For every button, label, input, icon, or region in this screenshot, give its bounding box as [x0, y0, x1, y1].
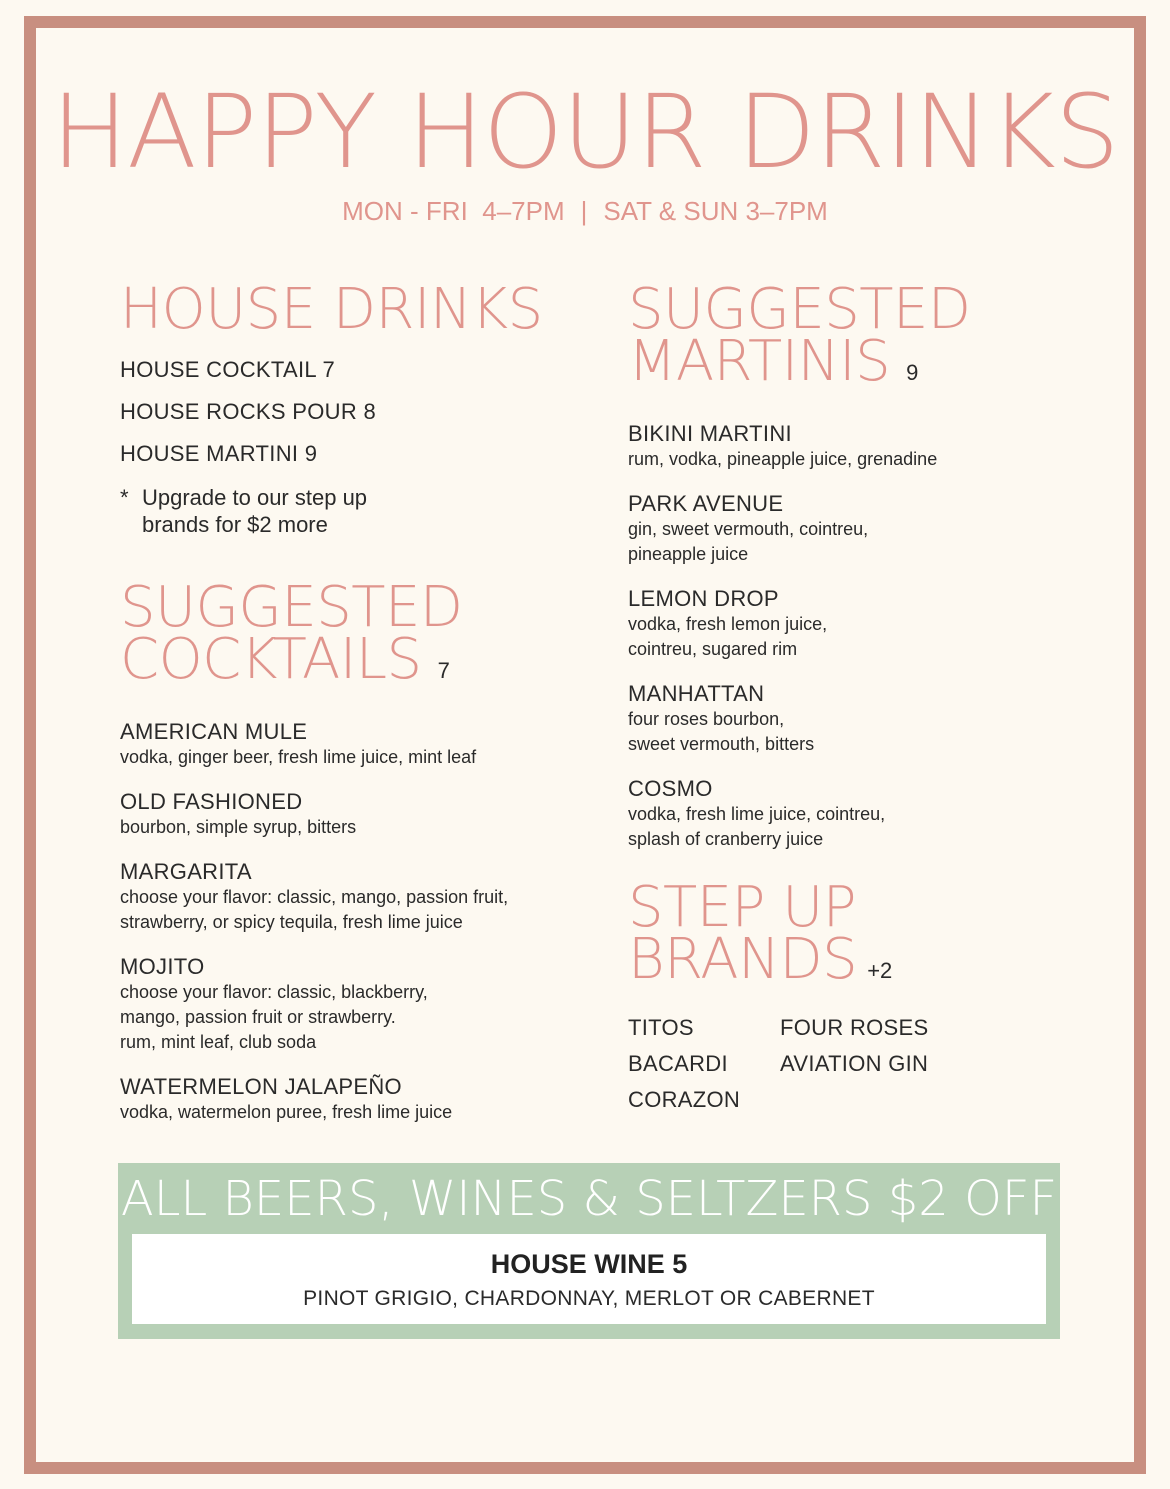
house-wine-title: HOUSE WINE 5	[490, 1249, 688, 1279]
list-item	[120, 1074, 580, 1125]
cocktails-title-line2: COCKTAILS	[120, 627, 422, 692]
cocktails-list	[120, 719, 580, 1125]
drink-description: gin, sweet vermouth, cointreu, pineapple juice	[628, 519, 869, 564]
drink-name: MOJITO	[120, 954, 205, 979]
step-up-title	[628, 875, 1098, 997]
drink-name: BIKINI MARTINI	[628, 421, 792, 446]
hours-weekday: MON - FRI 4–7PM	[342, 196, 565, 226]
promo-banner	[118, 1163, 1060, 1339]
list-item	[628, 421, 1098, 472]
martinis-title-line2: MARTINIS	[628, 329, 891, 394]
upgrade-note-text: Upgrade to our step up brands for $2 more	[142, 485, 368, 537]
drink-name: MARGARITA	[120, 859, 252, 884]
step-up-brands	[628, 1015, 1098, 1113]
menu-title: HAPPY HOUR DRINKS	[51, 73, 1119, 192]
house-wine-list: PINOT GRIGIO, CHARDONNAY, MERLOT OR CABERNET	[303, 1287, 875, 1310]
list-item	[628, 491, 1098, 567]
step-up-title-text: STEP UP BRANDS	[628, 875, 858, 992]
martinis-title	[628, 277, 1098, 399]
drink-name: MANHATTAN	[628, 681, 765, 706]
drink-description: four roses bourbon, sweet vermouth, bitters	[628, 709, 815, 754]
cocktails-price: 7	[437, 658, 450, 683]
promo-title: ALL BEERS, WINES & SELTZERS $2 OFF	[120, 1171, 1058, 1227]
upgrade-note	[120, 484, 580, 538]
step-up-price: +2	[867, 958, 893, 983]
house-drinks-title: HOUSE DRINKS	[120, 277, 543, 342]
left-column	[120, 277, 580, 1144]
house-drink-item: HOUSE MARTINI 9	[120, 441, 318, 466]
brand-item: TITOS	[628, 1015, 694, 1040]
house-wine-box	[130, 1232, 1048, 1326]
step-up-section	[628, 875, 1098, 1113]
martinis-list	[628, 421, 1098, 852]
hours-line	[0, 196, 1170, 227]
list-item	[628, 586, 1098, 662]
list-item	[628, 776, 1098, 852]
hours-weekend: SAT & SUN 3–7PM	[603, 196, 828, 226]
drink-description: vodka, watermelon puree, fresh lime juice	[120, 1102, 453, 1122]
drink-name: OLD FASHIONED	[120, 789, 303, 814]
brand-item: AVIATION GIN	[780, 1051, 929, 1076]
martinis-price: 9	[906, 360, 919, 385]
list-item	[628, 681, 1098, 757]
list-item	[120, 789, 580, 840]
right-column	[628, 277, 1098, 1113]
drink-name: WATERMELON JALAPEÑO	[120, 1074, 402, 1099]
drink-description: vodka, fresh lemon juice, cointreu, sugared rim	[628, 614, 828, 659]
house-drink-item: HOUSE COCKTAIL 7	[120, 357, 336, 382]
drink-description: bourbon, simple syrup, bitters	[120, 817, 357, 837]
house-drinks-list	[120, 358, 580, 466]
drink-description: choose your flavor: classic, mango, passion fruit, strawberry, or spicy tequila, fresh lime juice	[120, 887, 509, 932]
drink-name: PARK AVENUE	[628, 491, 784, 516]
drink-description: vodka, fresh lime juice, cointreu, splash of cranberry juice	[628, 804, 886, 849]
drink-name: LEMON DROP	[628, 586, 779, 611]
list-item	[120, 859, 580, 935]
drink-description: choose your flavor: classic, blackberry, mango, passion fruit or strawberry. rum, mint leaf, club soda	[120, 982, 428, 1052]
list-item	[120, 719, 580, 770]
drink-name: COSMO	[628, 776, 713, 801]
brand-item: BACARDI	[628, 1051, 728, 1076]
cocktails-title	[120, 575, 580, 697]
cocktails-title-line1: SUGGESTED	[120, 575, 463, 640]
drink-description: vodka, ginger beer, fresh lime juice, mint leaf	[120, 747, 477, 767]
cocktails-section	[120, 575, 580, 1125]
martinis-title-line1: SUGGESTED	[628, 277, 971, 342]
asterisk-icon: *	[120, 485, 129, 510]
hours-separator: |	[580, 196, 588, 226]
list-item	[120, 954, 580, 1055]
house-drink-item: HOUSE ROCKS POUR 8	[120, 399, 377, 424]
drink-name: AMERICAN MULE	[120, 719, 308, 744]
drink-description: rum, vodka, pineapple juice, grenadine	[628, 449, 938, 469]
brand-item: FOUR ROSES	[780, 1015, 929, 1040]
brand-item: CORAZON	[628, 1087, 741, 1112]
